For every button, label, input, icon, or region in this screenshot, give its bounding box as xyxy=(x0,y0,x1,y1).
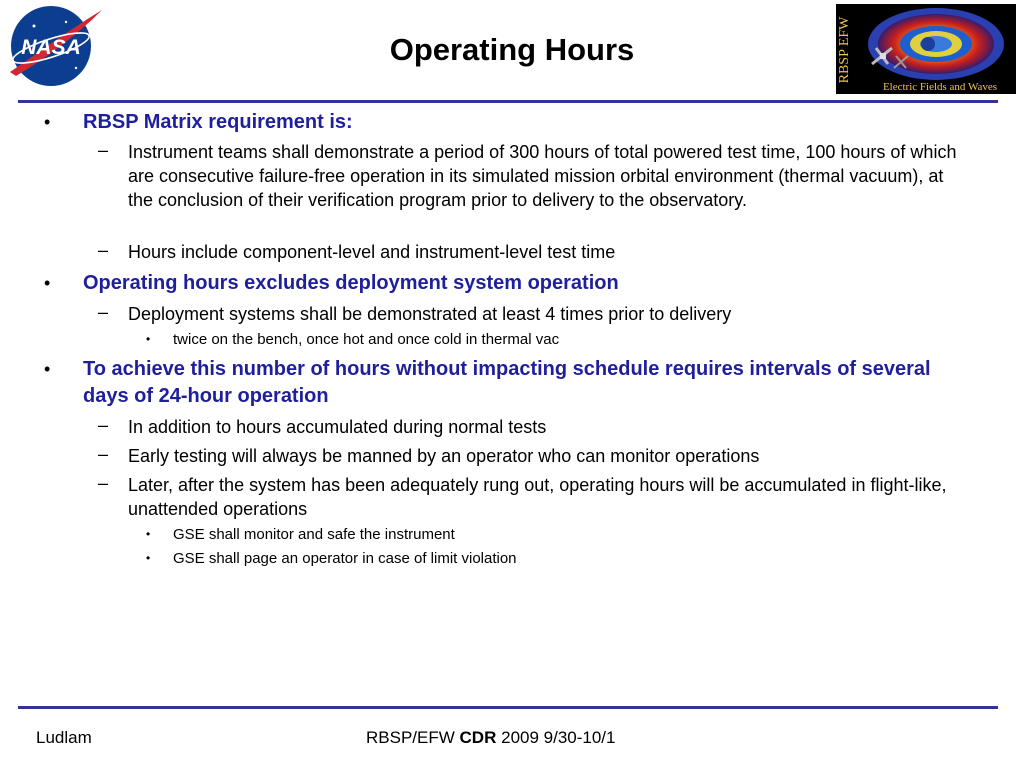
footer-dates: 2009 9/30-10/1 xyxy=(501,728,616,747)
bullet-marker: • xyxy=(44,273,51,293)
bullet-marker: • xyxy=(44,359,51,379)
list-item-text: Early testing will always be manned by an operator who can monitor operations xyxy=(128,446,760,466)
footer-review: CDR xyxy=(459,728,497,747)
list-item-text: GSE shall page an operator in case of limit violation xyxy=(173,550,517,567)
bullet-marker: • xyxy=(146,551,151,565)
top-divider xyxy=(18,100,998,103)
efw-caption-text: Electric Fields and Waves xyxy=(882,81,998,93)
dash-marker: – xyxy=(98,415,109,435)
list-item-text: twice on the bench, once hot and once cold in thermal vac xyxy=(173,331,560,348)
list-item-text: To achieve this number of hours without impacting schedule requires intervals of several days of 24-hour operation xyxy=(83,358,931,407)
dash-marker: – xyxy=(98,240,109,260)
bullet-marker: • xyxy=(44,112,51,132)
list-item-text: RBSP Matrix requirement is: xyxy=(83,111,353,133)
dash-marker: – xyxy=(98,473,109,493)
list-item-text: Operating hours excludes deployment system operation xyxy=(83,272,619,294)
dash-marker: – xyxy=(98,302,109,322)
footer-project: RBSP/EFW xyxy=(366,728,455,747)
list-item-text: Later, after the system has been adequately rung out, operating hours will be accumulated in flight-like, unattended operations xyxy=(128,475,947,519)
dash-marker: – xyxy=(98,140,109,160)
bottom-divider xyxy=(18,706,998,709)
list-item-text: Deployment systems shall be demonstrated at least 4 times prior to delivery xyxy=(128,304,732,324)
list-item-text: Hours include component-level and instrument-level test time xyxy=(128,242,616,262)
rbsp-efw-vertical-text: RBSP EFW xyxy=(837,16,852,84)
bullet-marker: • xyxy=(146,527,151,541)
dash-marker: – xyxy=(98,444,109,464)
footer-author: Ludlam xyxy=(36,728,92,747)
footer-event xyxy=(366,728,616,748)
list-item-text: GSE shall monitor and safe the instrument xyxy=(173,526,455,543)
nasa-logo-text: NASA xyxy=(21,36,81,59)
list-item-text: In addition to hours accumulated during normal tests xyxy=(128,417,547,437)
bullet-marker: • xyxy=(146,332,151,346)
list-item-text: Instrument teams shall demonstrate a period of 300 hours of total powered test time, 100 hours of which are consecutive failure-free operation in its simulated mission orbital environment (thermal vacuum), at the conclusion of their verification program prior to delivery to the observatory. xyxy=(128,142,957,210)
page-title: Operating Hours xyxy=(389,32,635,67)
